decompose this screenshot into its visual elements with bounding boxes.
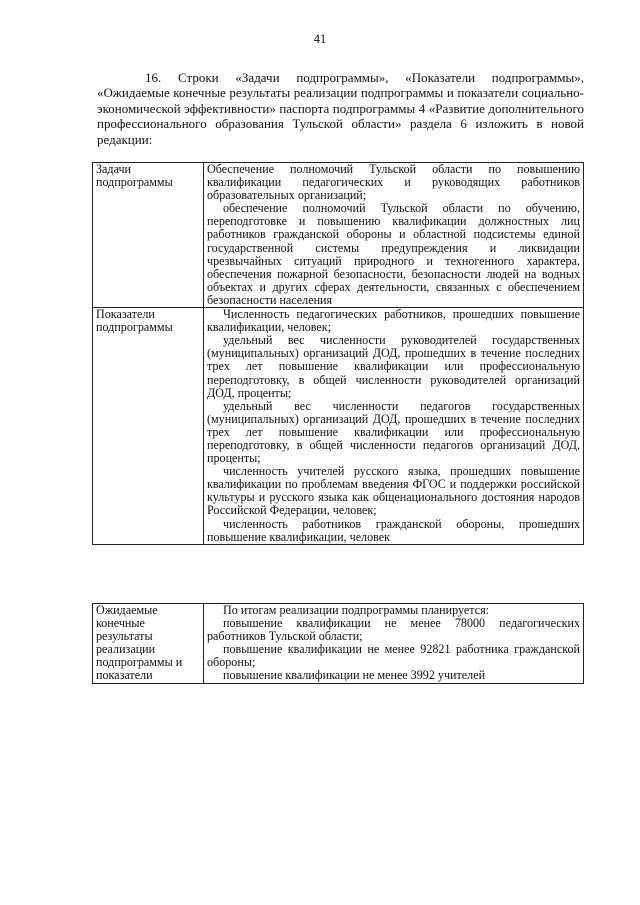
intro-text: 16. Строки «Задачи подпрограммы», «Показатели подпрограммы», «Ожидаемые конечные результаты реализации подпрограммы и показатели социально-экономической эффективности» паспорта подпрограммы 4 «Развитие дополнительного профессионального образования Тульской области» раздела 6 изложить в новой редакции: bbox=[97, 70, 584, 147]
table-row bbox=[93, 163, 584, 308]
passport-table-2 bbox=[92, 603, 584, 684]
paragraph: Численность педагогических работников, прошедших повышение квалификации, человек; bbox=[207, 307, 580, 335]
intro-paragraph bbox=[97, 70, 584, 147]
row-value-tasks bbox=[204, 163, 584, 308]
paragraph: удельный вес численности педагогов государственных (муниципальных) организаций ДОД, прошедших в течение последних трех лет повышение квалификации или профессиональную переподготовку, в общей численности педагогов организаций ДОД, проценты; bbox=[207, 398, 580, 466]
paragraph: удельный вес численности руководителей государственных (муниципальных) организаций ДОД, прошедших в течение последних трех лет повышение квалификации или профессиональную переподготовку, в общей численности руководителей организаций ДОД, проценты; bbox=[207, 333, 580, 400]
row-value-indicators bbox=[204, 308, 584, 545]
table-row bbox=[93, 308, 584, 545]
paragraph: обеспечение полномочий Тульской области по обучению, переподготовке и повышению квалификации должностных лиц работников гражданской обороны и областной подсистемы единой государственной системы предупреждения и ликвидации чрезвычайных ситуаций природного и техногенного характера, обеспечения пожарной безопасности, безопасности людей на водных объектах и других сферах деятельности, связанных с обеспечением безопасности населения bbox=[207, 201, 580, 307]
passport-table-1 bbox=[92, 162, 584, 545]
paragraph: По итогам реализации подпрограммы планируется: bbox=[223, 603, 489, 617]
paragraph: Обеспечение полномочий Тульской области по повышению квалификации педагогических и руководящих работников образовательных организаций; bbox=[207, 162, 580, 203]
table-row bbox=[93, 604, 584, 684]
page-number: 41 bbox=[313, 32, 327, 46]
paragraph: повышение квалификации не менее 78000 педагогических работников Тульской области; bbox=[207, 616, 580, 644]
row-value-results bbox=[204, 604, 584, 684]
paragraph: повышение квалификации не менее 92821 работника гражданской обороны; bbox=[207, 642, 580, 670]
row-label-indicators: Показатели подпрограммы bbox=[93, 308, 204, 545]
row-label-results: Ожидаемые конечные результаты реализации подпрограммы и показатели bbox=[93, 604, 204, 684]
paragraph: численность работников гражданской обороны, прошедших повышение квалификации, человек bbox=[207, 516, 580, 544]
row-label-tasks: Задачи подпрограммы bbox=[93, 163, 204, 308]
paragraph: численность учителей русского языка, прошедших повышение квалификации по проблемам введения ФГОС и поддержки российской культуры и русского языка как общенационального достояния народов Российской Федерации, человек; bbox=[207, 464, 580, 518]
paragraph: повышение квалификации не менее 3992 учителей bbox=[223, 668, 486, 683]
